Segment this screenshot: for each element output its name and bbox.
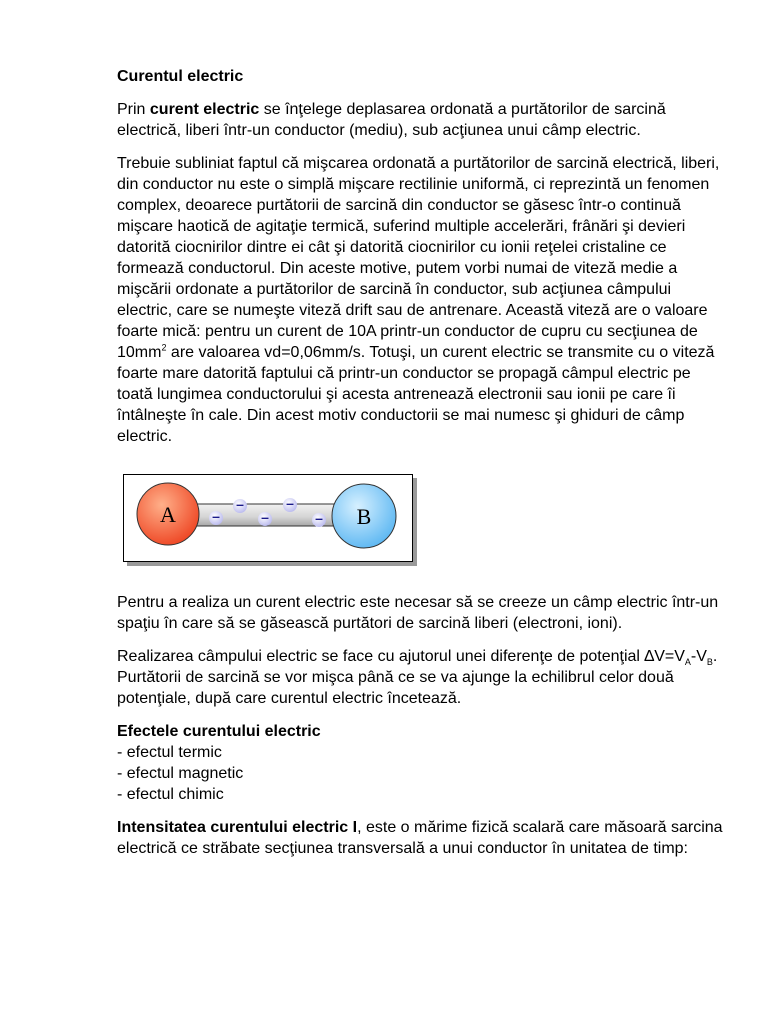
electron-charge: – — [261, 509, 269, 525]
electron-charge: – — [315, 510, 323, 526]
document-title: Curentul electric — [117, 68, 244, 85]
text-run: Prin — [117, 101, 150, 118]
sphere-a-label: A — [160, 502, 176, 527]
conductor-figure — [123, 474, 413, 562]
document-content — [117, 66, 727, 871]
text-run: -V — [690, 648, 707, 665]
paragraph-potential-difference — [117, 646, 727, 709]
paragraph-definition — [117, 99, 727, 141]
electron-charge: – — [212, 508, 220, 524]
effects-section — [117, 721, 727, 805]
text-run: se înţelege deplasarea ordonată a purtătorilor de sarcină electrică, liberi într-un conductor (mediu), sub acţiunea unui câmp electric. — [117, 101, 666, 139]
list-item: - efectul magnetic — [117, 765, 244, 782]
list-item: - efectul chimic — [117, 786, 224, 803]
text-run: , este o mărime fizică scalară care măsoară sarcina electrică ce străbate secţiunea transversală a unui conductor în unitatea de timp: — [117, 819, 723, 857]
text-run: . Purtătorii de sarcină se vor mişca până ce se va ajunge la echilibrul celor două potenţiale, după care curentul electric încetează. — [117, 648, 718, 707]
bold-term: Intensitatea curentului electric I — [117, 819, 358, 836]
superscript: 2 — [161, 342, 167, 353]
electron-charge: – — [236, 496, 244, 512]
subscript: B — [706, 657, 713, 668]
text-run: are valoarea vd=0,06mm/s. Totuşi, un curent electric se transmite cu o viteză foarte mare datorită faptului că printr-un conductor se propagă câmpul electric pe toată lungimea conductorului şi acesta antrenează electronii sau ionii pe care îi întâlneşte în cale. Din acest motiv conductorii se mai numesc şi ghiduri de câmp electric. — [117, 344, 715, 445]
paragraph-intensity — [117, 817, 727, 859]
effects-heading: Efectele curentului electric — [117, 723, 321, 740]
list-item: - efectul termic — [117, 744, 222, 761]
conductor-diagram — [124, 475, 412, 561]
electron-charge: – — [286, 495, 294, 511]
text-run: Trebuie subliniat faptul că mişcarea ordonată a purtătorilor de sarcină electrică, liberi, din conductor nu este o simplă mişcare rectilinie uniformă, ci reprezintă un fenomen complex, deoarece purtătorii de sarcină din conductor se găsesc într-o continuă mişcare haotică de agitaţie termică, suferind multiple accelerări, frânări şi devieri datorită ciocnirilor dintre ei cât şi datorită ciocnirilor cu ionii reţelei cristaline ce formează conductorul. Din aceste motive, putem vorbi numai de viteză medie a mişcării ordonate a purtătorilor de sarcină în conductor, sub acţiunea câmpului electric, care se numeşte viteză drift sau de antrenare. Această viteză are o valoare foarte mică: pentru un curent de 10A printr-un conductor de cupru cu secţiunea de 10mm — [117, 155, 720, 361]
paragraph-drift-speed — [117, 153, 727, 447]
text-run: Realizarea câmpului electric se face cu ajutorul unei diferenţe de potenţial ∆V=V — [117, 648, 685, 665]
subscript: A — [684, 657, 691, 668]
paragraph-requirement: Pentru a realiza un curent electric este necesar să se creeze un câmp electric într-un spaţiu în care să se găsească purtători de sarcină liberi (electroni, ioni). — [117, 594, 719, 632]
bold-term: curent electric — [149, 101, 260, 118]
sphere-b-label: B — [356, 504, 372, 529]
